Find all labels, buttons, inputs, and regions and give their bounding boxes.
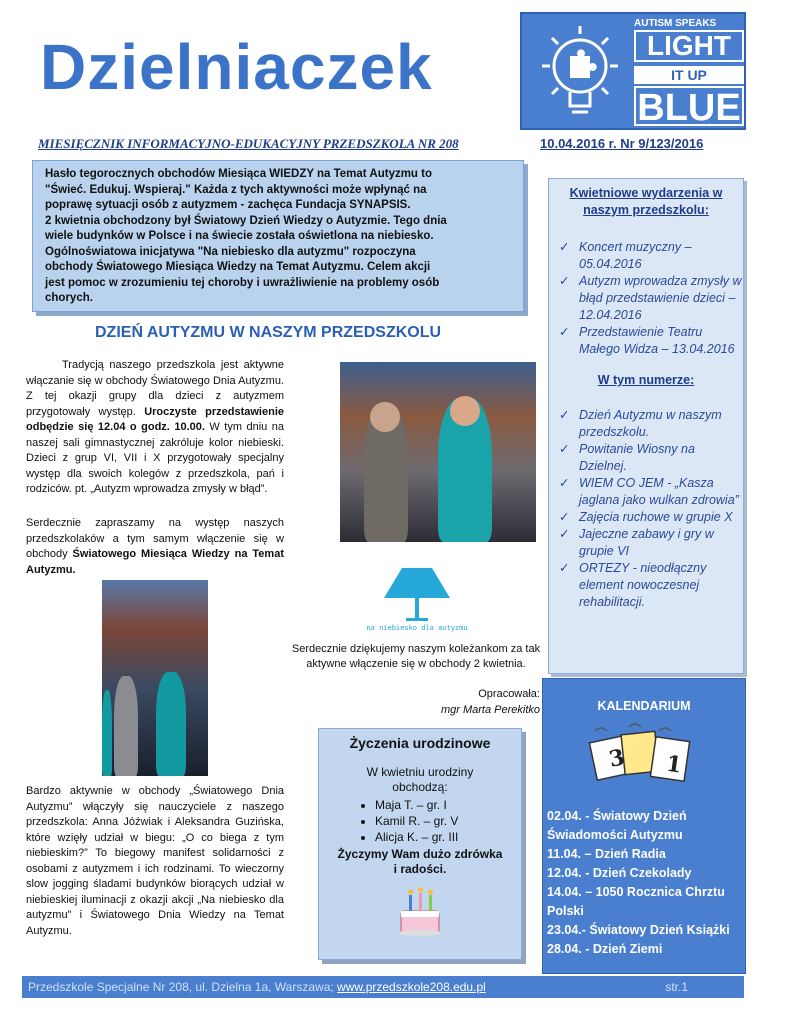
evening-run-photo	[102, 580, 208, 776]
calendar-title: KALENDARIUM	[597, 699, 691, 713]
byline-label: Opracowała:	[478, 688, 540, 700]
intro-box	[32, 160, 524, 312]
logo-line3: IT UP	[634, 66, 744, 84]
na-niebiesko-lamp-icon	[366, 566, 468, 640]
events-list	[549, 239, 743, 358]
calendar-list	[547, 807, 745, 959]
article-text: Serdecznie zapraszamy na występ naszych przedszkolaków a tym samym włączenie się w obchody	[26, 517, 284, 560]
masthead-title: Dzielniaczek	[40, 31, 433, 103]
birthday-intro: W kwietniu urodziny obchodzą:	[366, 765, 474, 794]
list-item: • Alicja K. – gr. III	[375, 829, 513, 845]
birthday-cake-icon	[395, 881, 445, 937]
calendar-entry: 12.04. - Dzień Czekolady	[547, 866, 692, 880]
footer-address: Przedszkole Specjalne Nr 208, ul. Dzielna 1a, Warszawa;	[28, 980, 338, 994]
list-item: ✓ Przedstawienie Teatru Małego Widza – 13.04.2016	[549, 324, 743, 358]
byline-name: mgr Marta Perekitko	[440, 704, 540, 716]
birthday-wish: Życzymy Wam dużo zdrówka i radości.	[337, 847, 503, 876]
calendar-entry: 11.04. – Dzień Radia	[547, 847, 666, 861]
list-item: ✓ Autyzm wprowadza zmysły w błąd przedstawienie dzieci – 12.04.2016	[549, 273, 743, 324]
newsletter-subtitle: MIESIĘCZNIK INFORMACYJNO-EDUKACYJNY PRZEDSZKOLA NR 208	[38, 136, 459, 151]
intro-line: "Świeć. Edukuj. Wspieraj." Każda z tych aktywności może wpłynąć na	[45, 183, 427, 196]
birthday-title: Życzenia urodzinowe	[349, 735, 491, 751]
logo-line1: AUTISM SPEAKS	[634, 18, 717, 29]
page-number: str.1	[665, 980, 688, 994]
birthday-list	[327, 797, 513, 845]
intro-line: Ogólnoświatowa inicjatywa "Na niebiesko dla autyzmu" rozpoczyna	[45, 245, 416, 258]
toc-title: W tym numerze:	[597, 373, 695, 387]
events-title: Kwietniowe wydarzenia w naszym przedszkolu:	[569, 186, 723, 217]
svg-text:1: 1	[664, 750, 684, 779]
birthday-box	[318, 728, 522, 960]
issue-info: 10.04.2016 r. Nr 9/123/2016	[540, 136, 704, 151]
website-link[interactable]: www.przedszkole208.edu.pl	[337, 980, 486, 994]
article-title: DZIEŃ AUTYZMU W NASZYM PRZEDSZKOLU	[95, 324, 442, 341]
list-item: ✓ ORTEZY - nieodłączny element nowoczesnej rehabilitacji.	[549, 560, 743, 611]
intro-line: poprawę sytuacji osób z autyzmem - zachęca Fundacja SYNAPSIS.	[45, 199, 411, 211]
logo-line2: LIGHT	[634, 30, 744, 62]
light-it-up-blue-logo	[520, 12, 746, 130]
list-item: ✓ Jajeczne zabawy i gry w grupie VI	[549, 526, 743, 560]
list-item: • Kamil R. – gr. V	[375, 813, 513, 829]
intro-line: wiele budynków w Polsce i na świecie została oświetlona na niebiesko.	[45, 230, 434, 242]
intro-line: Hasło tegorocznych obchodów Miesiąca WIEDZY na Temat Autyzmu to	[45, 168, 433, 180]
calendar-entry: 02.04. - Światowy Dzień Świadomości Autyzmu	[547, 809, 687, 842]
intro-line: jest pomoc w zrozumieniu tej choroby i uwrażliwienie na problemy osób	[45, 276, 440, 289]
article-text: W tym dniu na naszej sali gimnastycznej zakróluje kolor niebieski. Dzieci z grup VI, VII i X przygotowały specjalny występ dla swoich kolegów z przedszkola, pań i rodziców. pt. „Autyzm wprowadza zmysły w błąd”.	[26, 421, 284, 495]
article-paragraph-3: Bardzo aktywnie w obchody „Światowego Dnia Autyzmu” włączyły się nauczyciele z naszego przedszkola: Anna Jóźwiak i Aleksandra Guzińska, które wzięły udział w biegu: „O co biega z tym niebieskim?” To biegowy manifest solidarności z osobami z autyzmem i ich rodzinami. To wieczorny slow jogging śladami budynków biorących udział w niebieskiej iluminacji z okazji akcji „Na niebiesko dla autyzmu” i Światowego Dnia Wiedzy na Temat Autyzmu.	[26, 785, 284, 937]
calendar-box	[542, 678, 746, 974]
svg-text:3: 3	[606, 744, 628, 773]
list-item: • Maja T. – gr. I	[375, 797, 513, 813]
list-item: ✓ Koncert muzyczny – 05.04.2016	[549, 239, 743, 273]
photo-caption: Serdecznie dziękujemy naszym koleżankom za tak aktywne włączenie się w obchody 2 kwietnia.	[291, 643, 541, 670]
calendar-entry: 14.04. – 1050 Rocznica Chrztu Polski	[547, 885, 725, 918]
article-text: Tradycją naszego przedszkola jest aktywne włączanie się w obchody Światowego Dnia Autyzmu. Z tej okazji grupy dla dzieci z autyzmem przygotowały występ.	[26, 359, 284, 418]
toc-list	[549, 407, 743, 611]
article-text-bold: Światowego Miesiąca Wiedzy na Temat Autyzmu.	[26, 548, 284, 576]
list-item: ✓ Zajęcia ruchowe w grupie X	[549, 509, 743, 526]
calendar-pages-icon	[589, 725, 693, 785]
list-item: ✓ WIEM CO JEM - „Kasza jaglana jako wulkan zdrowia”	[549, 475, 743, 509]
article-paragraph-2	[26, 516, 284, 578]
intro-line: obchody Światowego Miesiąca Wiedzy na Temat Autyzmu. Celem akcji	[45, 261, 431, 273]
calendar-entry: 28.04. - Dzień Ziemi	[547, 942, 663, 956]
article-text-bold: Uroczyste przedstawienie odbędzie się 12.04 o godz. 10.00.	[26, 405, 284, 433]
calendar-entry: 23.04.- Światowy Dzień Książki	[547, 923, 730, 937]
lamp-caption: na niebiesko dla autyzmu	[366, 624, 468, 632]
list-item: ✓ Powitanie Wiosny na Dzielnej.	[549, 441, 743, 475]
list-item: ✓ Dzień Autyzmu w naszym przedszkolu.	[549, 407, 743, 441]
article-paragraph-1	[26, 358, 284, 498]
footer	[22, 976, 744, 998]
runners-photo	[340, 362, 536, 542]
lightbulb-icon	[530, 20, 630, 126]
intro-line: chorych.	[45, 292, 93, 304]
byline	[380, 686, 540, 718]
logo-line4: BLUE	[634, 86, 744, 126]
sidebar	[548, 178, 744, 674]
intro-line: 2 kwietnia obchodzony był Światowy Dzień Wiedzy o Autyzmie. Tego dnia	[45, 214, 447, 227]
